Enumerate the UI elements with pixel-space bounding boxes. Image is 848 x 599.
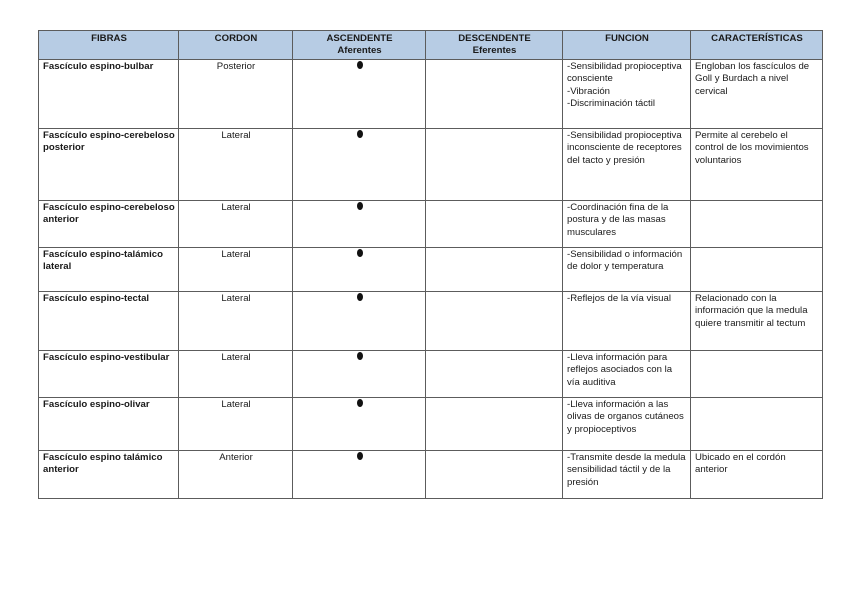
funcion-item: -Vibración	[567, 85, 611, 97]
funcion-item: -Coordinación fina de la postura y de las masas musculares	[567, 202, 669, 238]
table-row	[39, 60, 823, 129]
bullet-mark-icon	[357, 130, 363, 138]
table-row	[39, 398, 823, 451]
cell-descendente	[426, 60, 563, 129]
table-row	[39, 129, 823, 201]
cell-ascendente	[293, 451, 426, 499]
funcion-item: -Transmite desde la medula sensibilidad táctil y de la presión	[567, 452, 686, 488]
bullet-mark-icon	[357, 452, 363, 460]
table-row	[39, 201, 823, 248]
funcion-item: -Lleva información para reflejos asociados con la vía auditiva	[567, 352, 673, 388]
funcion-item: -Sensibilidad o información de dolor y temperatura	[567, 249, 683, 273]
cell-ascendente	[293, 398, 426, 451]
cell-ascendente	[293, 201, 426, 248]
cell-funcion	[563, 398, 691, 451]
cell-descendente	[426, 351, 563, 398]
cell-caracteristicas	[691, 201, 823, 248]
cell-funcion	[563, 248, 691, 292]
header-caracteristicas: CARACTERÍSTICAS	[691, 31, 823, 60]
cell-ascendente	[293, 248, 426, 292]
cell-caracteristicas: Engloban los fascículos de Goll y Burdach a nivel cervical	[691, 60, 823, 129]
cell-caracteristicas: Relacionado con la información que la medula quiere transmitir al tectum	[691, 292, 823, 351]
bullet-mark-icon	[357, 399, 363, 407]
table-body	[39, 60, 823, 499]
header-ascendente-title: ASCENDENTE	[326, 33, 393, 44]
header-ascendente	[293, 31, 426, 60]
header-cordon: CORDON	[179, 31, 293, 60]
bullet-mark-icon	[357, 249, 363, 257]
table-row	[39, 351, 823, 398]
cell-fibra: Fascículo espino-cerebeloso anterior	[39, 201, 179, 248]
cell-cordon: Lateral	[179, 292, 293, 351]
cell-cordon: Posterior	[179, 60, 293, 129]
fibras-table	[38, 30, 823, 499]
funcion-item: -Lleva información a las olivas de organos cutáneos y propioceptivos	[567, 399, 684, 435]
cell-funcion	[563, 201, 691, 248]
cell-caracteristicas	[691, 398, 823, 451]
cell-ascendente	[293, 351, 426, 398]
funcion-item: -Sensibilidad propioceptiva inconsciente de receptores del tacto y presión	[567, 130, 682, 166]
cell-funcion	[563, 60, 691, 129]
bullet-mark-icon	[357, 352, 363, 360]
cell-funcion	[563, 351, 691, 398]
cell-fibra: Fascículo espino-cerebeloso posterior	[39, 129, 179, 201]
funcion-item: -Sensibilidad propioceptiva consciente	[567, 61, 682, 85]
header-descendente	[426, 31, 563, 60]
funcion-item: -Discriminación táctil	[567, 98, 655, 110]
cell-fibra: Fascículo espino-vestibular	[39, 351, 179, 398]
cell-fibra: Fascículo espino-olivar	[39, 398, 179, 451]
cell-fibra: Fascículo espino-tectal	[39, 292, 179, 351]
header-funcion: FUNCION	[563, 31, 691, 60]
header-descendente-sub: Eferentes	[472, 45, 517, 57]
cell-caracteristicas: Permite al cerebelo el control de los movimientos voluntarios	[691, 129, 823, 201]
header-ascendente-sub: Aferentes	[337, 45, 382, 57]
header-row	[39, 31, 823, 60]
cell-cordon: Lateral	[179, 398, 293, 451]
table-row	[39, 451, 823, 499]
cell-descendente	[426, 398, 563, 451]
header-descendente-title: DESCENDENTE	[458, 33, 531, 44]
cell-cordon: Anterior	[179, 451, 293, 499]
table-header	[39, 31, 823, 60]
cell-fibra: Fascículo espino talámico anterior	[39, 451, 179, 499]
cell-funcion	[563, 129, 691, 201]
cell-funcion	[563, 451, 691, 499]
cell-funcion	[563, 292, 691, 351]
cell-cordon: Lateral	[179, 201, 293, 248]
table-row	[39, 292, 823, 351]
cell-caracteristicas	[691, 351, 823, 398]
cell-ascendente	[293, 60, 426, 129]
funcion-item: -Reflejos de la vía visual	[567, 293, 671, 304]
cell-fibra: Fascículo espino-bulbar	[39, 60, 179, 129]
cell-descendente	[426, 292, 563, 351]
cell-descendente	[426, 451, 563, 499]
bullet-mark-icon	[357, 293, 363, 301]
cell-fibra: Fascículo espino-talámico lateral	[39, 248, 179, 292]
cell-ascendente	[293, 129, 426, 201]
table-row	[39, 248, 823, 292]
cell-descendente	[426, 201, 563, 248]
bullet-mark-icon	[357, 202, 363, 210]
cell-caracteristicas	[691, 248, 823, 292]
cell-caracteristicas: Ubicado en el cordón anterior	[691, 451, 823, 499]
cell-ascendente	[293, 292, 426, 351]
cell-descendente	[426, 248, 563, 292]
cell-cordon: Lateral	[179, 129, 293, 201]
cell-cordon: Lateral	[179, 248, 293, 292]
header-fibras: FIBRAS	[39, 31, 179, 60]
cell-descendente	[426, 129, 563, 201]
bullet-mark-icon	[357, 61, 363, 69]
cell-cordon: Lateral	[179, 351, 293, 398]
